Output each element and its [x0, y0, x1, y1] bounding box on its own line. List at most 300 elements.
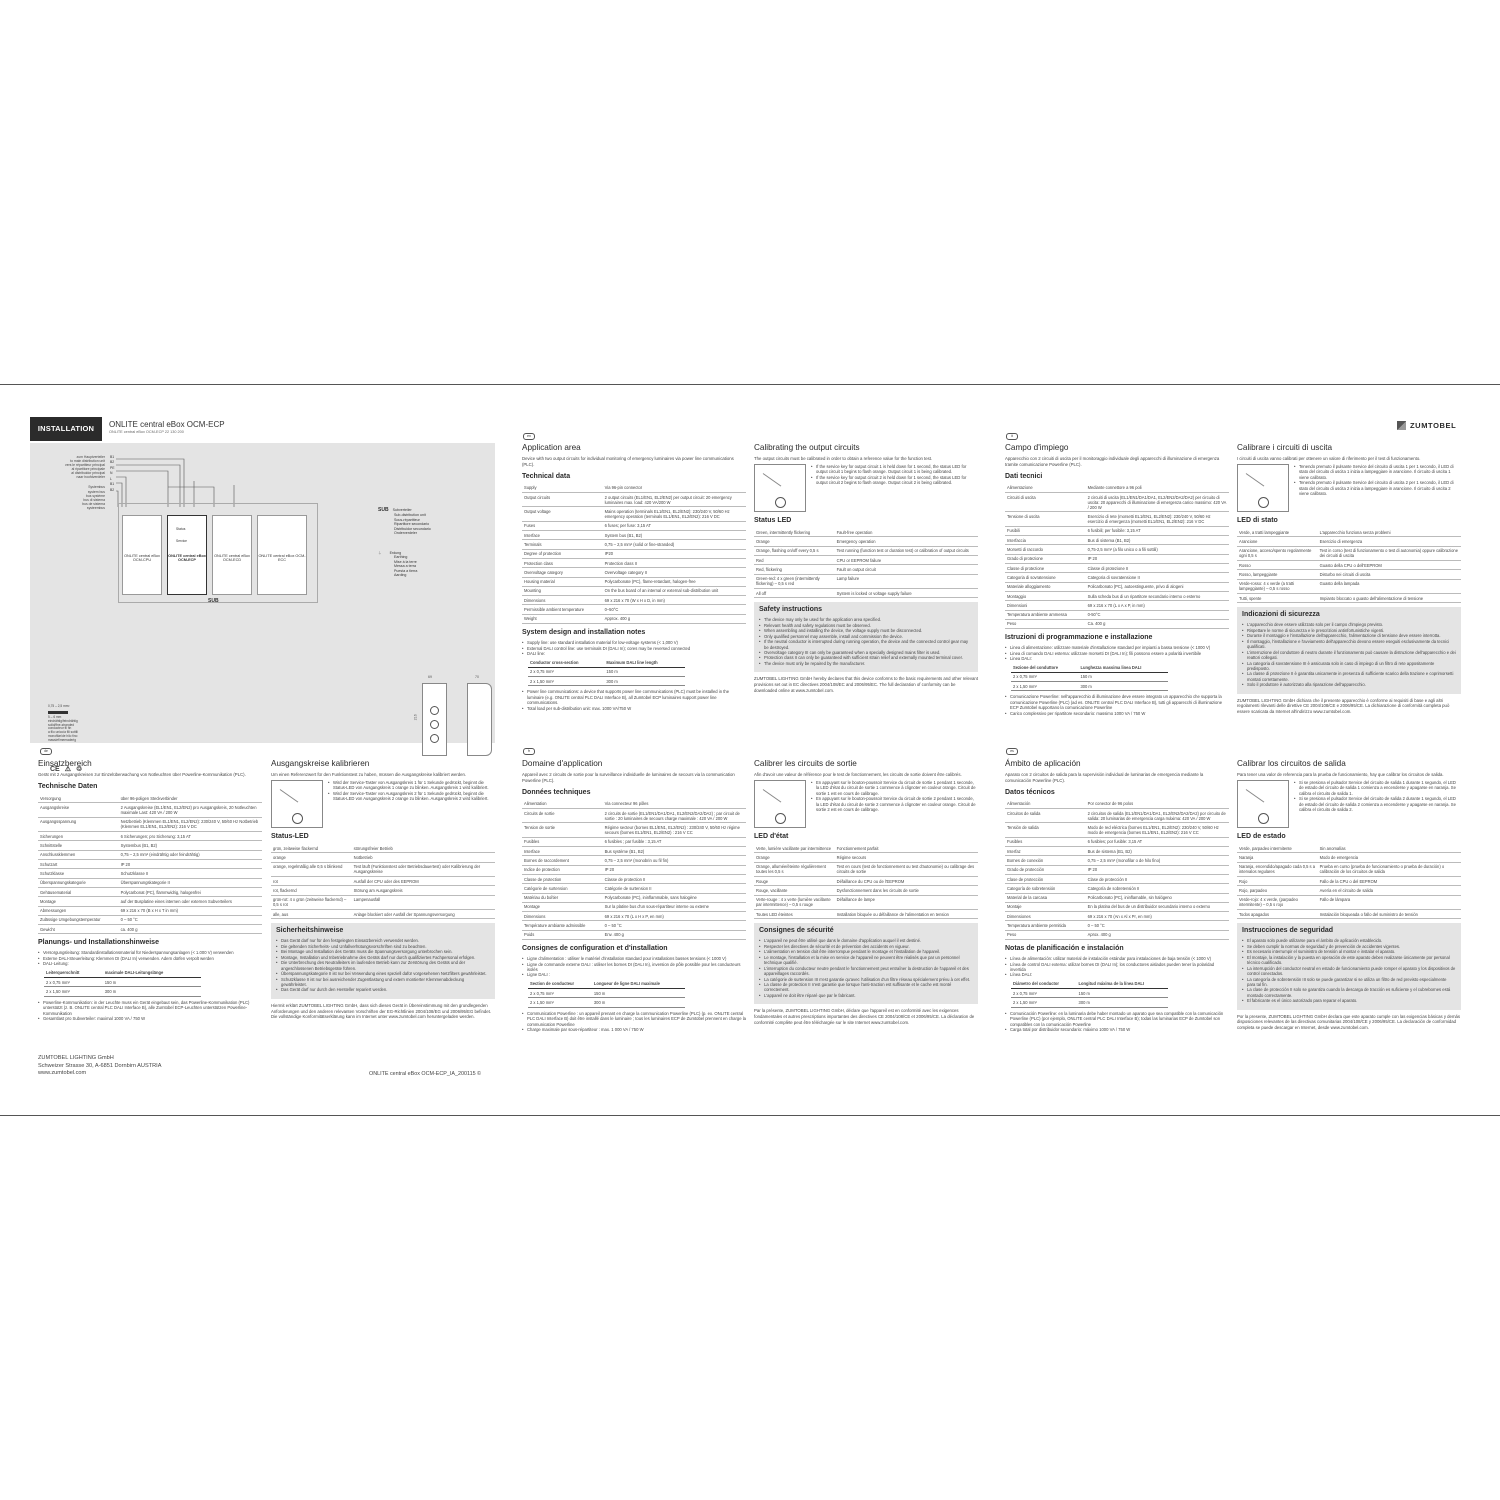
- table-row: [1005, 856, 1229, 865]
- table-cell: Montaggio: [1005, 591, 1086, 600]
- table-row: [522, 893, 746, 902]
- table-cell: Guasto della lampada: [1318, 579, 1461, 593]
- table-cell: Störung am Ausgangskreis: [352, 886, 495, 895]
- table-cell: maximale DALI-Leitungslänge: [103, 969, 201, 978]
- table-cell: Gewicht: [38, 925, 119, 934]
- table-row: [1237, 537, 1461, 546]
- table-row: [522, 847, 746, 856]
- list-item: • Durante il montaggio e l'installazione dell'apparecchio, l'alimentazione di tensione deve essere interrotta.: [1242, 633, 1456, 638]
- sub-label: SUB: [208, 598, 219, 604]
- list-item: • La clase de protección II solo se garantiza cuando la descarga de tracción es suficiente y el cubrebornes está montado correctamente.: [1242, 987, 1456, 998]
- table-row: [522, 902, 746, 911]
- table-cell: Schutzklasse: [38, 869, 119, 878]
- table-cell: Weight: [522, 614, 603, 623]
- table-row: [38, 887, 262, 896]
- table-cell: Fault on output circuit: [835, 565, 978, 574]
- section-heading: Campo d'impiego: [1005, 443, 1069, 452]
- ce-mark-icon: CE: [50, 766, 60, 773]
- table-row: [1005, 884, 1229, 893]
- list-item: • Ligne DALI :: [522, 972, 746, 977]
- list-item: • Si se presiona el pulsador Service del circuito de salida 1 durante 1 segundo, el LED de estado del circuito de salida 1 comienza a encenderse y apagarse en naranja. Se calibra el circuito de salida 1.: [1294, 780, 1461, 796]
- paragraph: Par la présente, ZUMTOBEL LIGHTING GmbH, déclare que l'appareil est en conformité avec les exigences fondamentales et autres prescriptions importantes des directives CE 2004/108/CE et 2006/95/CE. La déclaration de conformité complète peut être téléchargée sur le site Internet www.zumtobel.com.: [754, 1008, 975, 1025]
- table-cell: Grado de protección: [1005, 865, 1086, 874]
- table-cell: Sin anomalías: [1318, 844, 1461, 853]
- list-item: • L'interruzione del conduttore di neutro durante il funzionamento può causare la distruzione dell'apparecchio e dei reattori collegati.: [1242, 650, 1456, 661]
- table-cell: 0,75 – 2,5 mm² (monofilar o de hilo fino): [1086, 856, 1229, 865]
- table-row: [38, 803, 262, 817]
- list-item: • Ligne de commande externe DALI : utiliser les bornes DI (DALI In), inversion de pôle possible pour les conducteurs isolés: [522, 962, 746, 973]
- table-row: [522, 912, 746, 921]
- table-cell: Fallo de lámpara: [1318, 895, 1461, 909]
- fr-safety-box: [754, 923, 978, 1004]
- section-heading: Istruzioni di programmazione e installazione: [1005, 634, 1153, 642]
- table-cell: Grado di protezione: [1005, 554, 1086, 563]
- list-item: • La categoría de sobretensión III solo se puede garantizar si se utiliza un filtro de red previsto especialmente para tal fin.: [1242, 977, 1456, 988]
- table-cell: 300 m: [592, 998, 685, 1007]
- list-item: • Comunicazione Powerline: nell'apparecchio di illuminazione deve essere integrato un apparecchio che supporta la comunicazione Powerline (PLC) (ad es. ONLITE central PLC DALI Interface B), tutti gli apparecchi di illuminazione ECP Zumtobel supportano la comunicazione Powerline: [1005, 694, 1229, 710]
- table-cell: Morsetti di raccordo: [1005, 545, 1086, 554]
- document-subtitle: ONLITE central eBox OCM-ECP 22 130 200: [109, 430, 184, 434]
- table-cell: 2 Ausgangskreise (EL1/EN1, EL2/EN2) pro Ausgangskreis, 20 Notleuchten maximale Last: 420 VA / 200 W: [119, 803, 262, 817]
- table-row: [271, 886, 495, 895]
- list-item: • When assembling and installing the device, the voltage supply must be disconnected.: [759, 628, 973, 633]
- table-cell: 6 Sicherungen; pro Sicherung: 3,15 AT: [119, 832, 262, 841]
- table-row: [528, 998, 685, 1007]
- table-row: [528, 667, 685, 676]
- table-cell: 0 – 50 °C: [119, 915, 262, 924]
- table-cell: rot: [271, 877, 352, 886]
- table-row: [38, 915, 262, 924]
- table-row: [1005, 808, 1229, 822]
- table-cell: Ca. 400 g: [1086, 619, 1229, 628]
- table-row: [1005, 893, 1229, 902]
- section-heading: Indicazioni di sicurezza: [1242, 611, 1320, 619]
- table-cell: Orange, flashing on/off every 0,5 s: [754, 546, 835, 555]
- list-item: • El aparato solo puede utilizarse para el ámbito de aplicación establecido.: [1242, 938, 1456, 943]
- table-cell: 69 x 216 x 70 (B x H x T in mm): [119, 906, 262, 915]
- list-item: • DALI-Leitung:: [38, 961, 262, 966]
- table-cell: Sicherungen: [38, 832, 119, 841]
- earth-legend: ⏚ Erdung Earthing Mise à la terre Messa a terra Puesta a tierra Aarding: [378, 551, 418, 578]
- list-item: • Versorgungsleitung: Standardinstallationsmaterial für Niederspannungsanlagen (< 1.000 V) verwenden: [38, 950, 262, 955]
- paragraph: I circuiti di uscita vanno calibrati per ottenere un valore di riferimento per il test di funzionamento.: [1237, 456, 1421, 462]
- section-heading: Ausgangskreise kalibrieren: [271, 759, 370, 768]
- table-cell: All off: [754, 588, 835, 597]
- table-cell: Interfaz: [1005, 847, 1086, 856]
- table-cell: 2 x 0,75 mm²: [1011, 672, 1078, 681]
- service-key-illustration: [754, 780, 806, 828]
- dim-width-front: 69: [428, 675, 432, 679]
- table-row: [1011, 682, 1168, 691]
- section-heading: Application area: [522, 443, 581, 452]
- table-cell: Mounting: [522, 586, 603, 595]
- table-cell: Instalación bloqueada o fallo del suministro de tensión: [1318, 910, 1461, 919]
- list-item: • El fabricante es el único autorizado para reparar el aparato.: [1242, 998, 1456, 1003]
- table-cell: Régime secteur (bornes EL1/EN1, EL2/EN2) : 230/240 V, 50/60 Hz régime secours (bornes EL1/EN1, EL2/EN2) : 216 V CC: [603, 823, 746, 837]
- table-row: [522, 921, 746, 930]
- table-cell: Esercizio di emergenza: [1318, 537, 1461, 546]
- service-key-illustration: [1237, 464, 1289, 512]
- it-dali-table: [1011, 664, 1168, 692]
- table-cell: Categoria di sovratensione: [1005, 573, 1086, 582]
- table-cell: Test läuft (Funktionstest oder Betriebsdauertest) oder Kalibrierung der Ausgangskreise: [352, 862, 495, 876]
- table-cell: orange: [271, 853, 352, 862]
- table-cell: Verte, lumière vacillante par intermittence: [754, 844, 835, 853]
- table-cell: Poids: [522, 930, 603, 939]
- paragraph: Apparecchio con 2 circuiti di uscita per il monitoraggio individuale degli apparecchi di illuminazione di emergenza tramite comunicazione Powerline (PLC).: [1005, 456, 1220, 467]
- table-cell: 150 m: [103, 978, 201, 987]
- table-cell: Catégorie de surtension II: [603, 884, 746, 893]
- es-tech-table: [1005, 800, 1229, 940]
- table-row: [528, 989, 685, 998]
- module-ocm-ecc: ONLITE central eBox OCM-ECC: [257, 515, 307, 595]
- table-cell: Rosso, lampeggiante: [1237, 570, 1318, 579]
- list-item: • The device may only be used for the application area specified.: [759, 617, 973, 622]
- fr-tech-table: [522, 800, 746, 940]
- list-item: • Linea di alimentazione: utilizzare materiale d'installazione standard per impianti a bassa tensione (< 1000 V): [1005, 645, 1229, 650]
- table-cell: System is locked or voltage supply failure: [835, 588, 978, 597]
- table-cell: Rouge, vacillante: [754, 886, 835, 895]
- table-row: [1005, 554, 1229, 563]
- section-heading: Safety instructions: [759, 606, 823, 614]
- earth-icon: ⏚: [378, 551, 382, 555]
- list-item: • Wird der Service-Taster von Ausgangskreis 1 für 1 Sekunde gedrückt, beginnt die Status-LED von Ausgangskreis 1 orange zu blinken. Ausgangskreis 1 wird kalibriert.: [328, 780, 495, 791]
- list-item: • Communication Powerline : un appareil prenant en charge la communication Powerline (PLC) (p. ex. ONLITE central PLC DALI Interface B) doit être installé dans le luminaire ; tous les luminaires ECP de Zumtobel prennent en charge la communication Powerline: [522, 1011, 746, 1027]
- table-row: [1005, 564, 1229, 573]
- table-row: [1005, 837, 1229, 846]
- list-item: • Charge maximale par sous-répartiteur : max. 1 000 VA / 750 W: [522, 1027, 746, 1032]
- table-cell: Montage: [38, 897, 119, 906]
- paragraph: Aparato con 2 circuitos de salida para la supervisión individual de luminarias de emergencia mediante la comunicación Powerline (PLC).: [1005, 772, 1204, 783]
- list-item: • En appuyant sur le bouton-poussoir Service du circuit de sortie 2 pendant 1 seconde, la LED d'état du circuit de sortie 2 commence à clignoter en couleur orange. Circuit de sortie 2 est en cours de calibrage.: [811, 796, 978, 812]
- section-heading: Calibrer les circuits de sortie: [754, 759, 857, 768]
- en-dali-table: [528, 658, 685, 686]
- table-row: [1011, 672, 1168, 681]
- table-cell: Alimentation: [522, 800, 603, 809]
- table-cell: Classe de protection: [522, 874, 603, 883]
- list-item: • Carico complessivo per ripartitore secondario: massimo 1000 VA / 750 W: [1005, 711, 1229, 716]
- list-item: • If the neutral conductor is interrupted during running operation, the device and the connected control gear may be destroyed.: [759, 639, 973, 650]
- table-row: [1237, 844, 1461, 853]
- table-cell: Section de conducteur: [528, 980, 592, 989]
- table-cell: Polycarbonate (PC), ininflammable, sans halogène: [603, 893, 746, 902]
- en-led-table: [754, 528, 978, 598]
- service-key-illustration: [1237, 780, 1289, 828]
- table-cell: Dysfonctionnement dans les circuits de sortie: [835, 886, 978, 895]
- table-row: [1237, 528, 1461, 537]
- table-cell: IP20: [603, 549, 746, 558]
- table-cell: 300 m: [103, 987, 201, 996]
- table-row: [754, 844, 978, 853]
- table-cell: Conductor cross-section: [528, 658, 604, 667]
- table-row: [1005, 847, 1229, 856]
- de-led-table: [271, 844, 495, 919]
- table-cell: Permissible ambient temperature: [522, 605, 603, 614]
- table-cell: Défaillance de lampe: [835, 895, 978, 909]
- table-cell: Dimensions: [522, 596, 603, 605]
- list-item: • External DALI control line: use terminals DI (DALI In); cores may be reversed connected: [522, 646, 746, 651]
- table-cell: Bornes de conexión: [1005, 856, 1086, 865]
- table-cell: Approx. 400 g: [603, 614, 746, 623]
- table-cell: 2 x 1,50 mm²: [528, 998, 592, 1007]
- list-item: • Se deben cumplir la normas de seguridad y de prevención de accidentes vigentes.: [1242, 944, 1456, 949]
- list-item: • Solo il produttore è autorizzato alla riparazione dell'apparecchio.: [1242, 682, 1456, 687]
- table-row: [522, 884, 746, 893]
- table-cell: Schnittstelle: [38, 841, 119, 850]
- section-heading: Consignes de sécurité: [759, 927, 834, 935]
- lang-badge-en: en: [523, 433, 535, 440]
- wire-labels: zum Hauptverteiler to main distribution unit vers le répartiteur principal al ripartitore principale al distribuidor principal naar hoofdverdeler Systembus system bus bus système bus di sistema bus de sistema systeembus: [65, 455, 105, 510]
- fr-led-table: [754, 844, 978, 919]
- table-cell: IP 20: [1086, 865, 1229, 874]
- installation-badge: INSTALLATION: [30, 417, 102, 441]
- table-cell: Red: [754, 555, 835, 564]
- list-item: • El montaje, la instalación y la puesta en operación de este aparato deben realizarse únicamente por personal técnico cualificado.: [1242, 955, 1456, 966]
- en-column-2: [754, 443, 978, 695]
- table-cell: 0 – 50 °C: [603, 921, 746, 930]
- table-cell: Green-red: 4 x green (intermittently flickering) – 0,5 s red: [754, 574, 835, 588]
- es-column-2: [1237, 759, 1461, 1033]
- table-cell: Polycarbonat (PC), flammwidrig, halogenfrei: [119, 887, 262, 896]
- module-ocm-ecp: [167, 515, 207, 595]
- table-row: [38, 850, 262, 859]
- table-cell: 0 – 50 °C: [1086, 921, 1229, 930]
- section-heading: Calibrating the output circuits: [754, 443, 860, 452]
- table-cell: Categoría de sobretensión II: [1086, 884, 1229, 893]
- table-row: [1237, 579, 1461, 593]
- lang-badge-fr: fr: [523, 748, 535, 755]
- table-cell: Disturbo nei circuiti di uscita: [1318, 570, 1461, 579]
- list-item: • Die geltenden Sicherheits- und Unfallverhütungsvorschriften sind zu beachten.: [276, 944, 490, 949]
- paragraph: ZUMTOBEL LIGHTING GmbH dichiara che il presente apparecchio è conforme ai requisiti di base e agli altri regolamenti rilevanti delle direttive CE 2004/108/CE e 2006/95/CE. La dichiarazione di conformità completa può essere scaricata da Internet all'indirizzo www.zumtobel.com.: [1237, 697, 1450, 714]
- table-cell: 300 m: [604, 677, 684, 686]
- en-safety-box: [754, 602, 978, 672]
- table-cell: ca. 400 g: [119, 925, 262, 934]
- list-item: • Relevant health and safety regulations must be observed.: [759, 623, 973, 628]
- table-cell: Peso: [1005, 930, 1086, 939]
- table-cell: 150 m: [592, 989, 685, 998]
- section-heading: Planungs- und Installationshinweise: [38, 939, 159, 947]
- table-cell: 2 x 1,50 mm²: [44, 987, 103, 996]
- table-cell: Guasto della CPU o dell'EEPROM: [1318, 561, 1461, 570]
- table-cell: Fault-free operation: [835, 528, 978, 537]
- list-item: • L'interruption du conducteur neutre pendant le fonctionnement peut entraîner la destruction de l'appareil et des appareillages raccordés.: [759, 966, 973, 977]
- it-column-1: [1005, 443, 1229, 718]
- de-heading-area: Einsatzbereich: [38, 759, 92, 768]
- table-cell: 2 x 1,50 mm²: [528, 677, 604, 686]
- table-cell: 0,75 – 2,5 mm² (eindrähtig oder feindrähtig): [119, 850, 262, 859]
- status-led-label: Status: [176, 527, 186, 531]
- table-row: [528, 658, 685, 667]
- table-row: [528, 980, 685, 989]
- list-item: • La classe de protection II n'est garantie que lorsque l'anti-traction est suffisante et le cache est monté correctement.: [759, 982, 973, 993]
- table-cell: Rouge: [754, 877, 835, 886]
- table-cell: Gehäusematerial: [38, 887, 119, 896]
- table-cell: Lunghezza massima linea DALI: [1078, 664, 1167, 673]
- table-row: [1005, 582, 1229, 591]
- table-cell: Installation bloquée ou défaillance de l'alimentation en tension: [835, 910, 978, 919]
- table-cell: Orange: [754, 853, 835, 862]
- table-cell: Red, flickering: [754, 565, 835, 574]
- table-cell: Terminals: [522, 540, 603, 549]
- lang-badge-es: es: [1006, 748, 1018, 755]
- section-heading: LED de estado: [1237, 833, 1286, 840]
- table-cell: Alimentazione: [1005, 484, 1086, 493]
- paragraph: Afin d'avoir une valeur de référence pour le test de fonctionnement, les circuits de sortie doivent être calibrés.: [754, 772, 962, 778]
- brand-logo: [1397, 421, 1456, 431]
- table-row: [44, 987, 201, 996]
- table-row: [522, 521, 746, 530]
- table-row: [754, 555, 978, 564]
- device-side-view: [467, 683, 492, 756]
- table-cell: Temperatura ambiente ammessa: [1005, 610, 1086, 619]
- table-row: [522, 586, 746, 595]
- table-row: [271, 910, 495, 919]
- device-front-view: [422, 683, 447, 756]
- paragraph: Gerät mit 2 Ausgangskreisen zur Einzelüberwachung von Notleuchten über Powerline-Kommunikation (PLC).: [38, 772, 246, 778]
- table-cell: Naranja, encendido/apagado cada 0,5 s a intervalos regulares: [1237, 862, 1318, 876]
- table-cell: Categoría de sobretensión: [1005, 884, 1086, 893]
- table-cell: Orange: [754, 537, 835, 546]
- lang-badge-it: it: [1006, 433, 1018, 440]
- table-row: [522, 808, 746, 822]
- list-item: • Überspannungskategorie II ist nur bei Verwendung eines speziell dafür vorgesehenen Netzfilters gewährleistet.: [276, 971, 490, 976]
- table-row: [38, 860, 262, 869]
- table-row: [38, 925, 262, 934]
- table-cell: Dimensiones: [1005, 912, 1086, 921]
- en-tech-table: [522, 484, 746, 624]
- table-cell: IP 20: [1086, 554, 1229, 563]
- table-row: [522, 568, 746, 577]
- table-row: [271, 862, 495, 876]
- list-item: • Only qualified personnel may assemble, install and commission the device.: [759, 634, 973, 639]
- table-row: [1005, 619, 1229, 628]
- table-row: [1005, 573, 1229, 582]
- table-row: [754, 574, 978, 588]
- terminal-labels: B1 B2 PE N L B1 B2: [110, 455, 115, 492]
- table-cell: En la platina del bus de un distribuidor secundario interno o externo: [1086, 902, 1229, 911]
- list-item: • The device must only be repaired by the manufacturer.: [759, 661, 973, 666]
- manufacturer-address: ZUMTOBEL LIGHTING GmbH Schweizer Strasse 30, A-6851 Dornbirn AUSTRIA www.zumtobel.com: [38, 1055, 162, 1077]
- table-cell: 2 x 0,75 mm²: [528, 667, 604, 676]
- table-cell: Degree of protection: [522, 549, 603, 558]
- table-cell: Überspannungskategorie: [38, 878, 119, 887]
- table-cell: 150 m: [604, 667, 684, 676]
- section-heading: Instrucciones de seguridad: [1242, 927, 1334, 935]
- table-row: [754, 877, 978, 886]
- table-cell: Classe di protezione II: [1086, 564, 1229, 573]
- table-row: [1005, 874, 1229, 883]
- table-cell: 2 x 1,50 mm²: [1011, 998, 1077, 1007]
- table-cell: Interface: [522, 531, 603, 540]
- list-item: • Línea de control DALI externa: utilizar bornes DI (DALI In); los conductores aislados pueden tener la polaridad invertida: [1005, 962, 1229, 973]
- section-heading: Technische Daten: [38, 783, 98, 790]
- table-row: [522, 540, 746, 549]
- section-heading: Notas de planificación e instalación: [1005, 945, 1124, 952]
- table-cell: Naranja: [1237, 853, 1318, 862]
- table-row: [754, 588, 978, 597]
- list-item: • Carga total por distribuidor secundario: máximo 1000 VA / 750 W: [1005, 1027, 1229, 1032]
- table-cell: Via connecteur 96 pôles: [603, 800, 746, 809]
- list-item: • L'apparecchio deve essere utilizzato solo per il campo d'impiego previsto.: [1242, 622, 1456, 627]
- table-cell: Test running (function test or duration test) or calibration of output circuits: [835, 546, 978, 555]
- table-cell: Lamp failure: [835, 574, 978, 588]
- table-cell: Netzbetrieb (Klemmen EL1/EN1, EL2/EN2): 230/240 V, 50/60 Hz Notbetrieb (Klemmen EL1/EN1, EL2/EN2): 216 V DC: [119, 817, 262, 831]
- section-heading: Status LED: [754, 517, 792, 524]
- section-heading: Dati tecnici: [1005, 472, 1043, 480]
- table-cell: Dimensioni: [1005, 601, 1086, 610]
- table-cell: System bus (B1, B2): [603, 531, 746, 540]
- recycling-icon: ♲: [76, 766, 83, 773]
- list-item: • Tenendo premuto il pulsante Service del circuito di uscita 2 per 1 secondo, il LED di stato del circuito di uscita 2 inizia a lampeggiare in arancione. Il circuito di uscita 2 viene calibrato.: [1294, 480, 1461, 496]
- table-cell: Régime secours: [835, 853, 978, 862]
- table-cell: Clase de protección: [1005, 874, 1086, 883]
- it-led-table: [1237, 528, 1461, 603]
- es-column-1: [1005, 759, 1229, 1035]
- table-row: [1005, 921, 1229, 930]
- table-row: [522, 492, 746, 506]
- table-row: [1011, 980, 1168, 989]
- table-cell: Via 96-pin connector: [603, 484, 746, 493]
- section-heading: Consignes de configuration et d'installation: [522, 945, 668, 952]
- table-row: [754, 886, 978, 895]
- table-row: [754, 546, 978, 555]
- section-heading: Domaine d'application: [522, 759, 603, 768]
- table-row: [1005, 912, 1229, 921]
- table-cell: Circuiti di uscita: [1005, 492, 1086, 512]
- table-cell: Fonctionnement parfait: [835, 844, 978, 853]
- table-cell: Green, intermittently flickering: [754, 528, 835, 537]
- paragraph: Device with two output circuits for individual monitoring of emergency luminaires via power line communications (PLC).: [522, 456, 734, 467]
- table-row: [754, 537, 978, 546]
- table-cell: 69 x 216 x 70 (L x A x P, in mm): [1086, 601, 1229, 610]
- table-row: [1005, 601, 1229, 610]
- table-cell: Protection class II: [603, 558, 746, 567]
- table-cell: Tutti, spente: [1237, 594, 1318, 603]
- table-row: [1237, 886, 1461, 895]
- fr-column-1: [522, 759, 746, 1035]
- table-cell: Dimensions: [522, 912, 603, 921]
- table-cell: 0,75-2,5 mm² (a filo unico o a fili sottili): [1086, 545, 1229, 554]
- table-cell: Overvoltage category II: [603, 568, 746, 577]
- table-cell: 2 x 0,75 mm²: [44, 978, 103, 987]
- de-safety-box: [271, 923, 495, 999]
- table-cell: Tensión de salida: [1005, 823, 1086, 837]
- table-cell: Toutes LED éteintes: [754, 910, 835, 919]
- list-item: • Si se presiona el pulsador Service del circuito de salida 2 durante 1 segundo, el LED de estado del circuito de salida 2 comienza a encenderse y apagarse en naranja. Se calibra el circuito de salida 2.: [1294, 796, 1461, 812]
- table-row: [522, 507, 746, 521]
- table-cell: Bus système (B1, B2): [603, 847, 746, 856]
- table-cell: Verde, parpadeo intermitente: [1237, 844, 1318, 853]
- table-cell: Esercizio di rete (morsetti EL1/EN1, EL2/EN2): 230/240 V, 50/60 Hz esercizio di emergenza (morsetti EL1/EN1, EL2/EN2): 216 V DC: [1086, 512, 1229, 526]
- table-cell: Classe di protezione: [1005, 564, 1086, 573]
- table-row: [38, 869, 262, 878]
- zumtobel-logo-icon: [1397, 421, 1406, 430]
- table-row: [271, 853, 495, 862]
- table-cell: Alimentación: [1005, 800, 1086, 809]
- table-cell: Longueur de ligne DALI maximale: [592, 980, 685, 989]
- table-cell: Arancione: [1237, 537, 1318, 546]
- list-item: • Línea DALI:: [1005, 972, 1229, 977]
- table-cell: Avería en el circuito de salida: [1318, 886, 1461, 895]
- table-cell: Rojo: [1237, 877, 1318, 886]
- service-key-illustration: [754, 464, 806, 512]
- table-cell: Aprox. 400 g: [1086, 930, 1229, 939]
- table-cell: Montaje: [1005, 902, 1086, 911]
- table-row: [271, 877, 495, 886]
- table-row: [1005, 492, 1229, 512]
- table-row: [1005, 512, 1229, 526]
